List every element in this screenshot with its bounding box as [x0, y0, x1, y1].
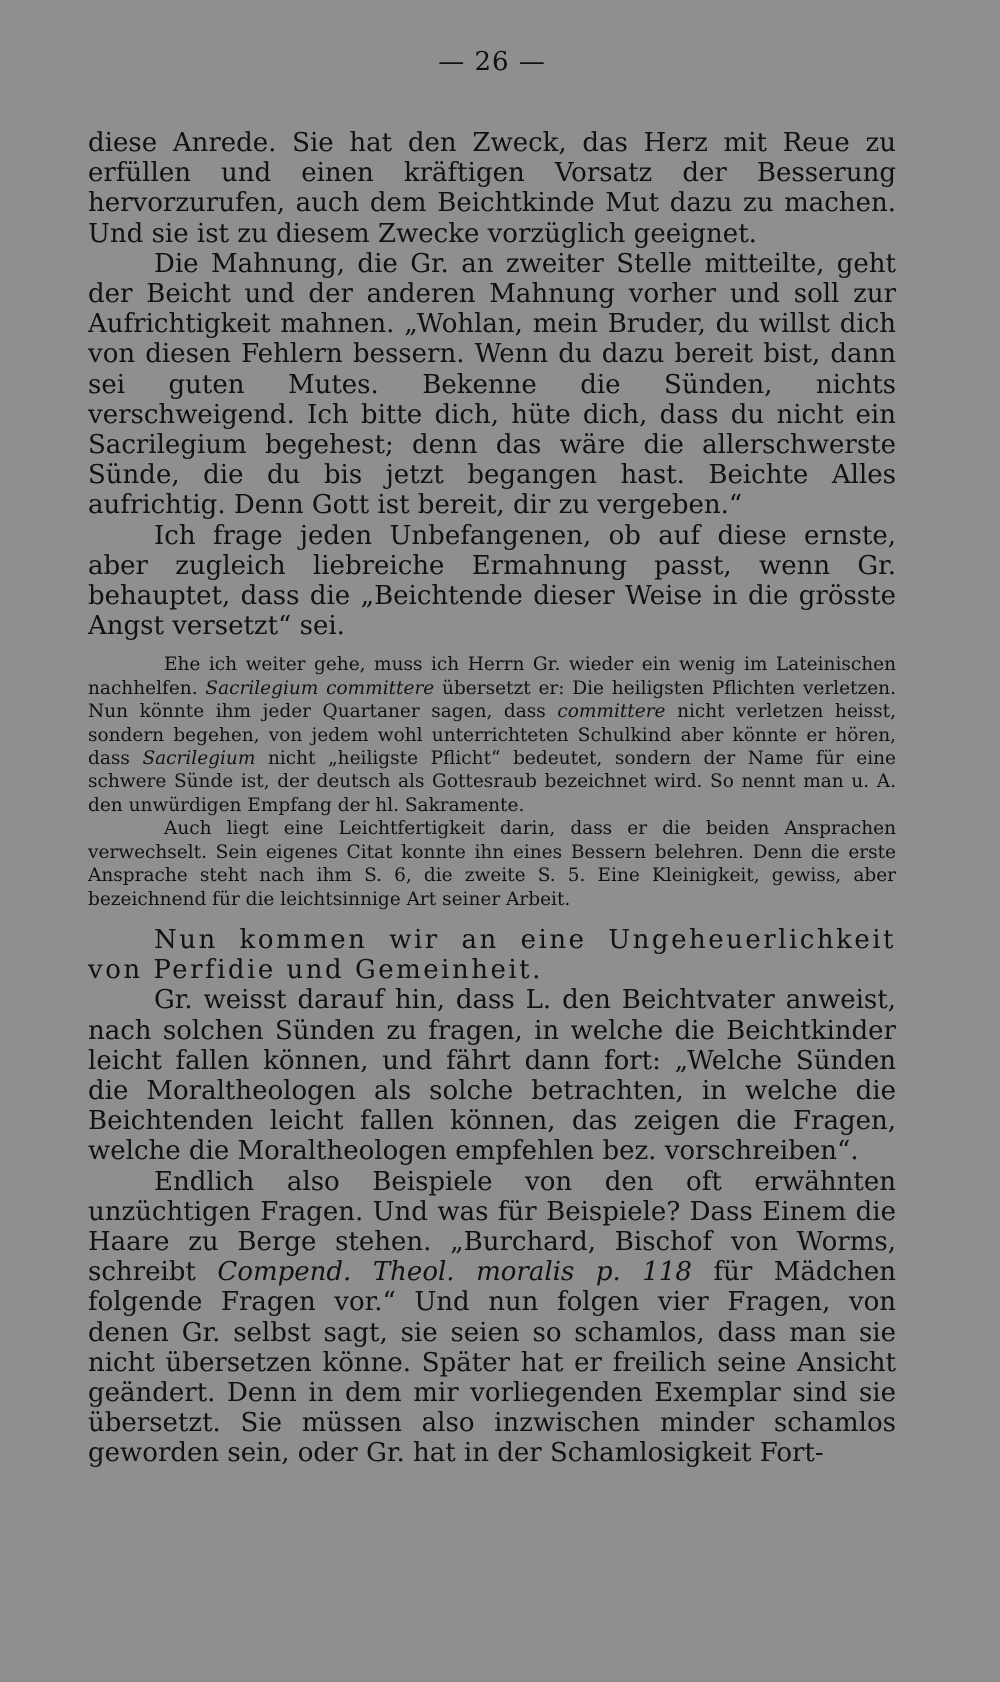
paragraph-2: Die Mahnung, die Gr. an zweiter Stelle mitteilte, geht der Beicht und der anderen Mahnung vorher und soll zur Aufrichtigkeit mahnen. „Wohlan, mein Bruder, du willst dich von diesen Fehlern bessern. Wenn du dazu bereit bist, dann sei guten Mutes. Bekenne die Sünden, nichts verschweigend. Ich bitte dich, hüte dich, dass du nicht ein Sacrilegium begehest; denn das wäre die allerschwerste Sünde, die du bis jetzt begangen hast. Beichte Alles aufrichtig. Denn Gott ist bereit, dir zu vergeben.“ [88, 248, 896, 521]
paragraph-4: Nun kommen wir an eine Ungeheuerlichkeit von Perfidie und Gemeinheit. [88, 924, 896, 986]
note-text: Ehe ich weiter gehe, muss ich Herrn Gr. wieder ein wenig im Lateinischen nachhelfen. [88, 654, 896, 699]
note-text: nicht verletzen heisst, sondern begehen, von jedem wohl unterrichteten Schulkind aber könnte er hören, dass [88, 701, 896, 770]
paragraph-6 [88, 1167, 896, 1469]
note-paragraph-1 [88, 653, 896, 817]
page-number: — 26 — [438, 47, 546, 77]
paragraph-1: diese Anrede. Sie hat den Zweck, das Herz mit Reue zu erfüllen und einen kräftigen Vorsatz der Besserung hervorzurufen, auch dem Beichtkinde Mut dazu zu machen. Und sie ist zu diesem Zwecke vorzüglich geeignet. [88, 128, 896, 249]
paragraph-3: Ich frage jeden Unbefangenen, ob auf diese ernste, aber zugleich liebreiche Ermahnung passt, wenn Gr. behauptet, dass die „Beichtende dieser Weise in die grösste Angst versetzt“ sei. [88, 520, 896, 642]
paragraph-text: für Mädchen folgende Fragen vor.“ Und nun folgen vier Fragen, von denen Gr. selbst sagt, sie seien so schamlos, dass man sie nicht übersetzen könne. Später hat er freilich seine Ansicht geändert. Denn in dem mir vorliegenden Exemplar sind sie übersetzt. Sie müssen also inzwischen minder schamlos geworden sein, oder Gr. hat in der Schamlosigkeit Fort- [88, 1257, 897, 1469]
note-text: nicht „heiligste Pflicht“ bedeutet, sondern der Name für eine schwere Sünde ist, der deutsch als Gottesraub bezeichnet wird. So nennt man u. A. den unwürdigen Empfang der hl. Sakramente. [88, 748, 896, 816]
note-latin-term: Sacrilegium [142, 748, 256, 770]
note-paragraph-2: Auch liegt eine Leichtfertigkeit darin, dass er die beiden Ansprachen verwechselt. Sein eigenes Citat konnte ihn eines Bessern belehren. Denn die erste Ansprache steht nach ihm S. 6, die zweite S. 5. Eine Kleinigkeit, gewiss, aber bezeichnend für die leichtsinnige Art seiner Arbeit. [88, 818, 896, 910]
spacer [88, 911, 896, 925]
note-latin-term: committere [557, 701, 666, 723]
spacer [88, 641, 896, 653]
citation-title: Compend. Theol. moralis p. 118 [217, 1257, 692, 1288]
note-latin-term: Sacrilegium committere [205, 677, 435, 699]
paragraph-text: Endlich also Beispiele von den oft erwähnten unzüchtigen Fragen. Und was für Beispiele? Dass Einem die Haare zu Berge stehen. „Burchard, Bischof von Worms, schreibt [88, 1166, 896, 1288]
note-text: übersetzt er: Die heiligsten Pflichten verletzen. Nun könnte ihm jeder Quartaner sagen, dass [88, 677, 896, 723]
paragraph-5: Gr. weisst darauf hin, dass L. den Beichtvater anweist, nach solchen Sünden zu fragen, in welche die Beichtkinder leicht fallen können, und fährt dann fort: „Welche Sünden die Moraltheologen als solche betrachten, in welche die Beichtenden leicht fallen können, das zeigen die Fragen, welche die Moraltheologen empfehlen bez. vorschreiben“. [88, 985, 896, 1167]
